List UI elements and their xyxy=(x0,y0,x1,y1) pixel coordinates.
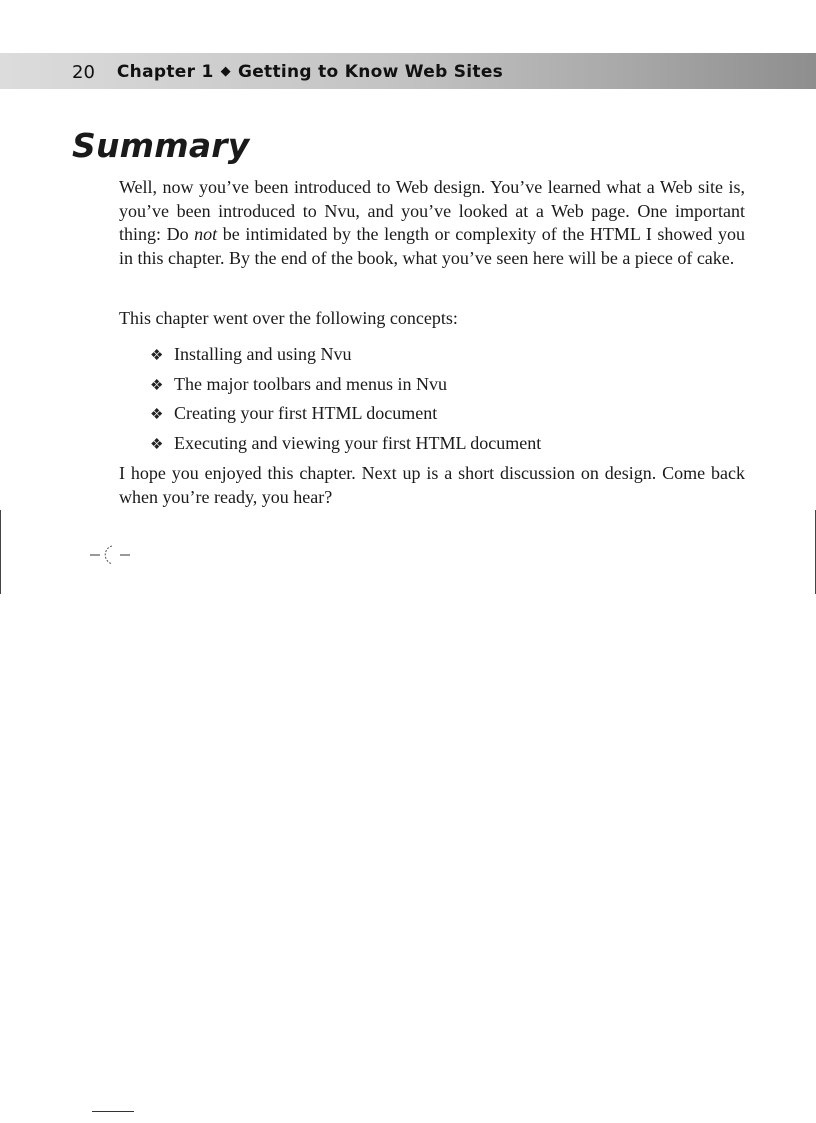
list-item xyxy=(150,370,541,400)
intro-text-start: Well, now you’ve been introduced to Web design. You’ve learned what a Web site is, you’ve been introduced to Nvu, and you’ve looked at a Web page. One important thing: Do xyxy=(119,177,745,244)
intro-text-end: be intimidated by the length or complexity of the HTML I showed you in this chapter. By the end of the book, what you’ve seen here will be a piece of cake. xyxy=(119,224,745,268)
list-item-text: Executing and viewing your first HTML document xyxy=(174,433,542,454)
list-item-text: Installing and using Nvu xyxy=(174,344,352,364)
list-item xyxy=(150,340,541,370)
list-item xyxy=(150,399,541,429)
bottom-rule xyxy=(92,1111,134,1112)
list-item-text: Creating your first HTML document xyxy=(174,403,438,424)
four-petal-bullet-icon: ❖ xyxy=(150,377,164,394)
diamond-icon: ◆ xyxy=(220,63,231,79)
registration-mark-icon xyxy=(90,540,134,576)
intro-emphasis: not xyxy=(194,224,218,244)
four-petal-bullet-icon: ❖ xyxy=(150,437,164,454)
running-head xyxy=(72,60,503,84)
intro-paragraph xyxy=(119,176,745,270)
list-item-text: The major toolbars and menus in Nvu xyxy=(174,373,447,394)
chapter-title: Getting to Know Web Sites xyxy=(237,62,504,82)
closing-paragraph: I hope you enjoyed this chapter. Next up is a short discussion on design. Come back when you’re ready, you hear? xyxy=(119,463,745,507)
page-number: 20 xyxy=(72,61,95,83)
concepts-lead-paragraph: This chapter went over the following concepts: xyxy=(119,308,458,328)
four-petal-bullet-icon: ❖ xyxy=(150,407,164,424)
four-petal-bullet-icon: ❖ xyxy=(150,348,164,364)
crop-mark-left xyxy=(0,510,1,594)
section-title: Summary xyxy=(72,126,250,165)
list-item xyxy=(150,429,541,459)
chapter-label: Chapter 1 xyxy=(116,62,214,82)
concepts-list xyxy=(150,340,541,459)
